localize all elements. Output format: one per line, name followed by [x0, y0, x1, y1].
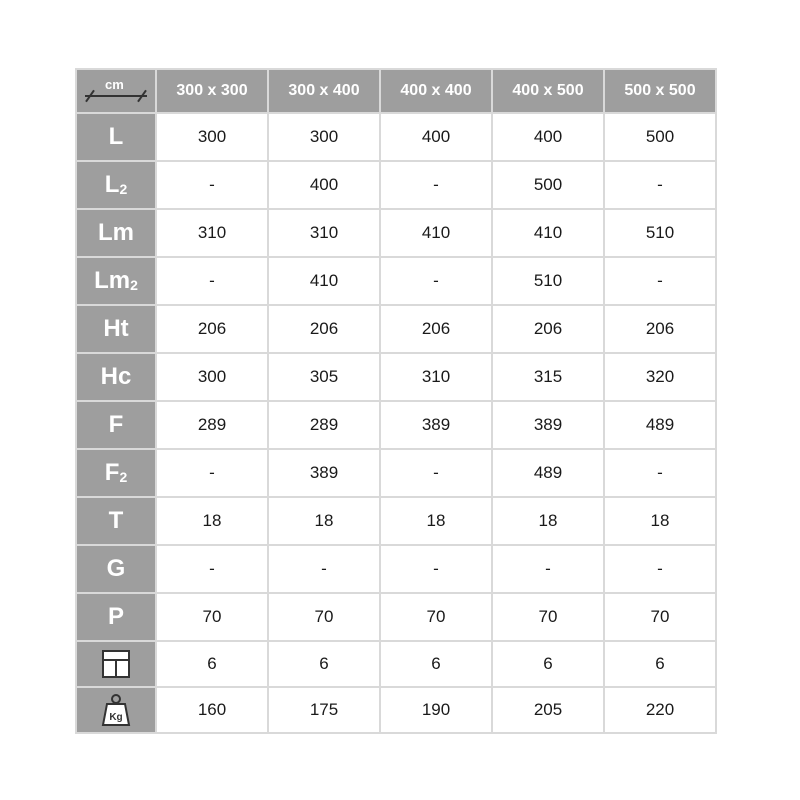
table-cell: 305 [268, 353, 380, 401]
table-cell: 206 [604, 305, 716, 353]
row-label-text: Lm [98, 219, 134, 246]
unit-label: cm [105, 77, 124, 92]
table-cell: - [156, 449, 268, 497]
table-cell: 289 [268, 401, 380, 449]
table-cell: 70 [492, 593, 604, 641]
table-cell: 18 [492, 497, 604, 545]
table-cell: 206 [380, 305, 492, 353]
row-label-text: Ht [103, 315, 129, 342]
table-row [76, 113, 716, 161]
size-header: 400 x 400 [380, 69, 492, 113]
table-cell: 70 [380, 593, 492, 641]
table-row [76, 161, 716, 209]
table-cell: 400 [492, 113, 604, 161]
row-label [76, 257, 156, 305]
table-cell: 18 [268, 497, 380, 545]
table-cell: - [604, 161, 716, 209]
row-label-text: L [108, 123, 124, 150]
table-cell: - [156, 545, 268, 593]
table-cell: 500 [604, 113, 716, 161]
table-row [76, 353, 716, 401]
table-cell: - [604, 449, 716, 497]
row-label [76, 401, 156, 449]
table-cell: 6 [268, 641, 380, 687]
table-row [76, 641, 716, 687]
table-cell: 160 [156, 687, 268, 733]
weight-kg-label: Kg [109, 712, 123, 723]
table-cell: 310 [156, 209, 268, 257]
row-label-text: G [106, 555, 126, 582]
table-cell: 489 [604, 401, 716, 449]
table-cell: - [604, 257, 716, 305]
table-cell: 410 [492, 209, 604, 257]
table-row [76, 209, 716, 257]
row-label-text: T [108, 507, 124, 534]
size-header: 300 x 400 [268, 69, 380, 113]
table-cell: 6 [492, 641, 604, 687]
table-cell: 206 [156, 305, 268, 353]
table-cell: 70 [268, 593, 380, 641]
table-cell: 300 [156, 353, 268, 401]
row-label [76, 161, 156, 209]
table-row [76, 305, 716, 353]
table-cell: 489 [492, 449, 604, 497]
weight-kg-icon [101, 693, 131, 727]
table-cell: 389 [492, 401, 604, 449]
size-header: 400 x 500 [492, 69, 604, 113]
row-label [76, 449, 156, 497]
table-cell: - [268, 545, 380, 593]
table-row [76, 593, 716, 641]
table-row [76, 545, 716, 593]
row-label-subscript: 2 [119, 469, 128, 485]
row-label [76, 497, 156, 545]
table-cell: 205 [492, 687, 604, 733]
table-cell: 70 [156, 593, 268, 641]
table-cell: 6 [380, 641, 492, 687]
table-cell: 320 [604, 353, 716, 401]
table-cell: - [156, 257, 268, 305]
table-cell: 70 [604, 593, 716, 641]
table-cell: 500 [492, 161, 604, 209]
window-panel-icon [101, 649, 131, 679]
table-cell: - [604, 545, 716, 593]
table-cell: 410 [380, 209, 492, 257]
row-label-text: F [104, 459, 120, 486]
table-cell: 6 [604, 641, 716, 687]
table-cell: 289 [156, 401, 268, 449]
row-label [76, 641, 156, 687]
table-cell: 300 [156, 113, 268, 161]
table-cell: 400 [268, 161, 380, 209]
row-label [76, 545, 156, 593]
table-cell: 6 [156, 641, 268, 687]
table-cell: 310 [268, 209, 380, 257]
table-cell: 206 [492, 305, 604, 353]
row-label [76, 209, 156, 257]
table-cell: - [380, 161, 492, 209]
table-cell: 175 [268, 687, 380, 733]
header-row [76, 69, 716, 113]
table-cell: 389 [268, 449, 380, 497]
row-label [76, 593, 156, 641]
table-cell: - [156, 161, 268, 209]
table-cell: 18 [604, 497, 716, 545]
table-cell: 510 [492, 257, 604, 305]
row-label [76, 305, 156, 353]
size-header: 500 x 500 [604, 69, 716, 113]
table-cell: 315 [492, 353, 604, 401]
row-label-subscript: 2 [130, 277, 138, 293]
table-cell: - [380, 545, 492, 593]
table-cell: - [380, 257, 492, 305]
table-cell: 310 [380, 353, 492, 401]
unit-header-cell [76, 69, 156, 113]
table-row [76, 687, 716, 733]
table-cell: 389 [380, 401, 492, 449]
row-label [76, 687, 156, 733]
table-cell: 410 [268, 257, 380, 305]
table-cell: - [492, 545, 604, 593]
row-label [76, 353, 156, 401]
table-cell: 18 [156, 497, 268, 545]
table-cell: 510 [604, 209, 716, 257]
dimension-line-icon [85, 95, 147, 97]
row-label [76, 113, 156, 161]
table-cell: 206 [268, 305, 380, 353]
table-cell: 300 [268, 113, 380, 161]
table-row [76, 449, 716, 497]
table-cell: 18 [380, 497, 492, 545]
row-label-text: P [107, 603, 124, 630]
row-label-text: L [104, 171, 120, 198]
spec-table [75, 68, 717, 734]
row-label-text: Lm [94, 267, 131, 294]
row-label-text: F [108, 411, 124, 438]
table-cell: 400 [380, 113, 492, 161]
table-row [76, 257, 716, 305]
table-cell: 190 [380, 687, 492, 733]
size-header: 300 x 300 [156, 69, 268, 113]
table-cell: 220 [604, 687, 716, 733]
row-label-text: Hc [100, 363, 132, 390]
table-row [76, 401, 716, 449]
table-row [76, 497, 716, 545]
table-cell: - [380, 449, 492, 497]
row-label-subscript: 2 [119, 181, 128, 197]
